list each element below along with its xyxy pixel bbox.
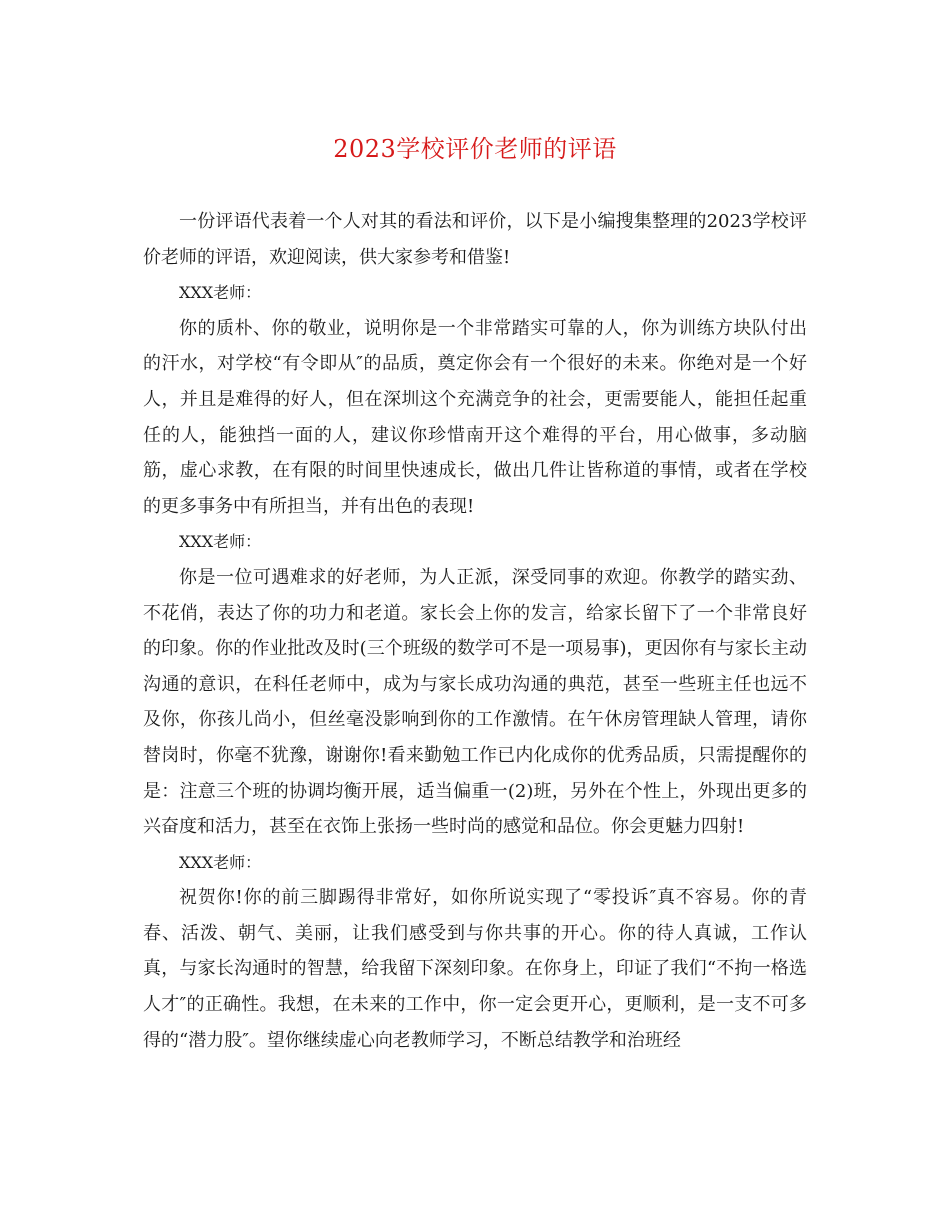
comment-paragraph-3: 祝贺你!你的前三脚踢得非常好，如你所说实现了“零投诉″真不容易。你的青春、活泼、朝气、美丽，让我们感受到与你共事的开心。你的待人真诚，工作认真，与家长沟通时的智慧，给我留下深刻印象。在你身上，印证了我们“不拘一格选人才″的正确性。我想，在未来的工作中，你一定会更开心，更顺利，是一支不可多得的“潜力股″。望你继续虚心向老教师学习，不断总结教学和治班经	[143, 887, 807, 1051]
salutation-1: XXX老师：	[179, 283, 262, 303]
salutation-2: XXX老师：	[179, 532, 262, 552]
document-title: 2023学校评价老师的评语	[333, 135, 617, 163]
comment-paragraph-2: 你是一位可遇难求的好老师，为人正派，深受同事的欢迎。你教学的踏实劲、不花俏，表达了你的功力和老道。家长会上你的发言，给家长留下了一个非常良好的印象。你的作业批改及时(三个班级的数学可不是一项易事)，更因你有与家长主动沟通的意识，在科任老师中，成为与家长成功沟通的典范，甚至一些班主任也远不及你，你孩儿尚小，但丝毫没影响到你的工作激情。在午休房管理缺人管理，请你替岗时，你毫不犹豫，谢谢你!看来勤勉工作已内化成你的优秀品质，只需提醒你的是：注意三个班的协调均衡开展，适当偏重一(2)班，另外在个性上，外现出更多的兴奋度和活力，甚至在衣饰上张扬一些时尚的感觉和品位。你会更魅力四射!	[143, 566, 807, 838]
salutation-3: XXX老师：	[179, 852, 262, 872]
comment-paragraph-1: 你的质朴、你的敬业，说明你是一个非常踏实可靠的人，你为训练方块队付出的汗水，对学校“有令即从″的品质，奠定你会有一个很好的未来。你绝对是一个好人，并且是难得的好人，但在深圳这个充满竞争的社会，更需要能人，能担任起重任的人，能独挡一面的人，建议你珍惜南开这个难得的平台，用心做事，多动脑筋，虚心求教，在有限的时间里快速成长，做出几件让皆称道的事情，或者在学校的更多事务中有所担当，并有出色的表现!	[143, 317, 807, 517]
intro-paragraph: 一份评语代表着一个人对其的看法和评价，以下是小编搜集整理的2023学校评价老师的评语，欢迎阅读，供大家参考和借鉴!	[143, 211, 807, 268]
document-body	[143, 204, 807, 1058]
